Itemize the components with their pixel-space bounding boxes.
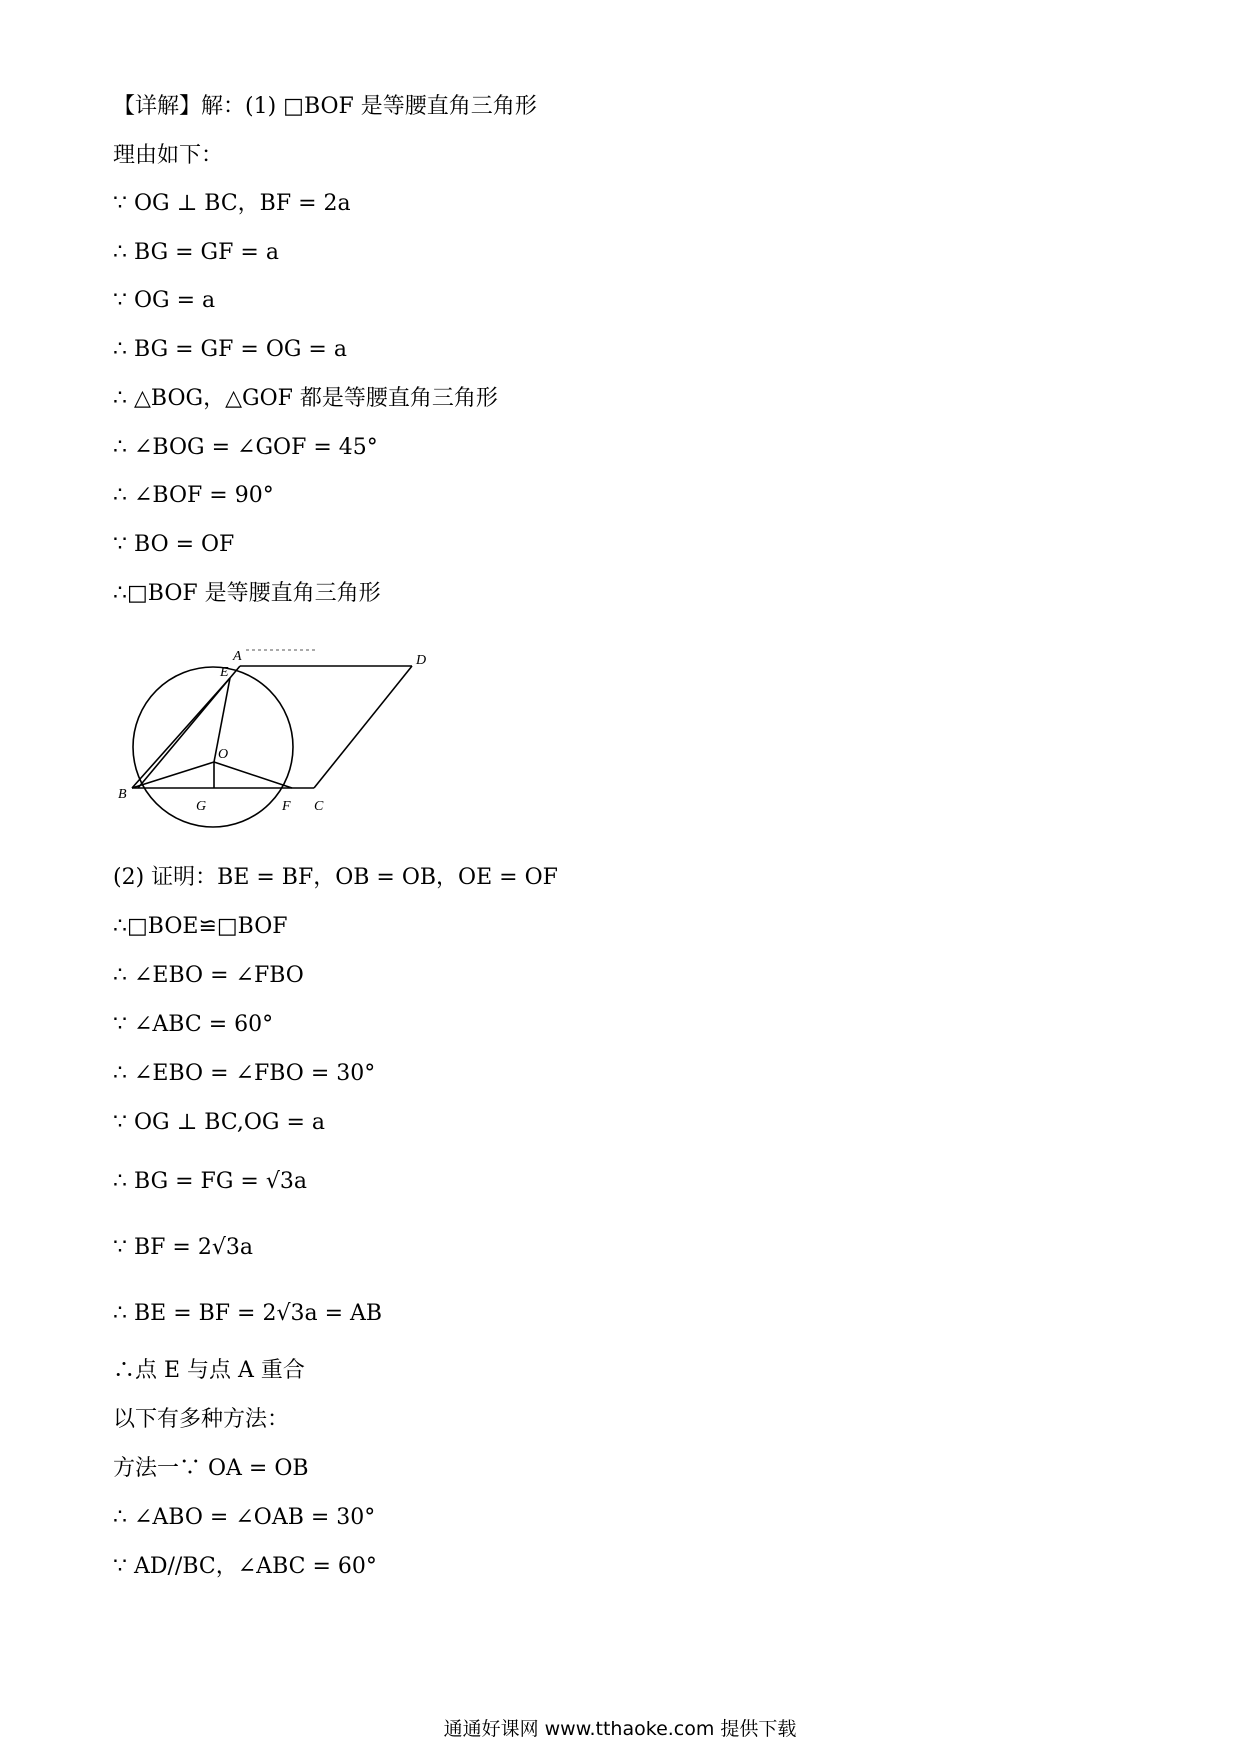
label-c: C	[314, 799, 324, 814]
proof-heading: (2) 证明：BE = BF，OB = OB，OE = OF	[113, 865, 558, 890]
math-line: 方法一∵ OA = OB	[113, 1456, 309, 1481]
math-line: ∵ OG ⊥ BC,OG = a	[113, 1110, 326, 1135]
geometry-figure	[118, 642, 438, 842]
segment-be	[132, 678, 230, 788]
text-line: ∴点 E 与点 A 重合	[113, 1358, 305, 1383]
label-e: E	[220, 665, 229, 680]
math-line: ∴ BG = GF = a	[113, 240, 279, 265]
math-line: ∵ BF = 2√3a	[113, 1235, 253, 1260]
solution-heading: 【详解】解：(1) □BOF 是等腰直角三角形	[113, 94, 537, 119]
math-line: ∴ ∠EBO = ∠FBO	[113, 963, 304, 988]
label-a: A	[233, 649, 242, 664]
label-g: G	[196, 799, 207, 814]
text-line: 以下有多种方法：	[113, 1407, 290, 1432]
label-f: F	[282, 799, 291, 814]
math-line: ∴ ∠BOF = 90°	[113, 483, 274, 508]
math-line: ∴ BG = GF = OG = a	[113, 337, 347, 362]
label-d: D	[416, 653, 427, 668]
parallelogram-circle-diagram	[118, 642, 438, 842]
label-b: B	[118, 787, 127, 802]
segment-dc	[314, 666, 412, 788]
math-line: ∵ ∠ABC = 60°	[113, 1012, 274, 1037]
math-line: ∴ ∠EBO = ∠FBO = 30°	[113, 1061, 376, 1086]
circle-o	[133, 667, 293, 827]
math-line: ∴□BOF 是等腰直角三角形	[113, 581, 381, 606]
text-line: 理由如下：	[113, 143, 224, 168]
math-line: ∴ BG = FG = √3a	[113, 1169, 307, 1194]
math-line: ∴ BE = BF = 2√3a = AB	[113, 1301, 383, 1326]
math-line: ∴ ∠ABO = ∠OAB = 30°	[113, 1505, 376, 1530]
math-line: ∵ OG = a	[113, 288, 216, 313]
math-line: ∵ BO = OF	[113, 532, 235, 557]
math-line: ∴ △BOG，△GOF 都是等腰直角三角形	[113, 386, 498, 411]
math-line: ∴ ∠BOG = ∠GOF = 45°	[113, 435, 378, 460]
segment-of	[214, 762, 292, 788]
math-line: ∵ AD//BC，∠ABC = 60°	[113, 1554, 377, 1579]
label-o: O	[218, 747, 229, 762]
math-line: ∴□BOE≌□BOF	[113, 914, 288, 939]
math-line: ∵ OG ⊥ BC，BF = 2a	[113, 191, 351, 216]
page-footer: 通通好课网 www.tthaoke.com 提供下载	[443, 1718, 797, 1740]
